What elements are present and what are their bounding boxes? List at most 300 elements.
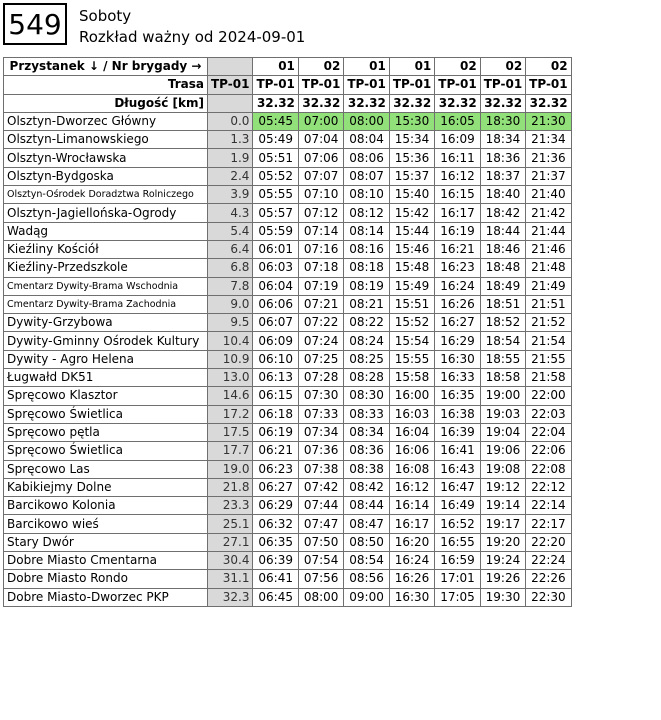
stop-distance: 6.8 — [208, 259, 253, 277]
departure-time: 22:14 — [526, 497, 571, 515]
departure-time: 16:24 — [435, 277, 480, 295]
departure-time: 16:12 — [389, 478, 434, 496]
departure-time: 15:34 — [389, 131, 434, 149]
departure-time: 16:49 — [435, 497, 480, 515]
departure-time: 16:26 — [435, 295, 480, 313]
departure-time: 22:03 — [526, 405, 571, 423]
stop-distance: 4.3 — [208, 204, 253, 222]
table-row — [4, 112, 572, 130]
stop-name: Spręcowo Las — [4, 460, 208, 478]
table-row — [4, 478, 572, 496]
table-row — [4, 350, 572, 368]
departure-time: 16:21 — [435, 240, 480, 258]
departure-time: 08:07 — [344, 167, 389, 185]
table-row — [4, 186, 572, 204]
table-row — [4, 295, 572, 313]
departure-time: 06:21 — [253, 442, 298, 460]
table-row — [4, 167, 572, 185]
departure-time: 07:34 — [298, 423, 343, 441]
stop-distance: 1.9 — [208, 149, 253, 167]
brigade-number: 01 — [344, 58, 389, 76]
stop-name: Dywity - Agro Helena — [4, 350, 208, 368]
departure-time: 07:21 — [298, 295, 343, 313]
stop-distance: 17.7 — [208, 442, 253, 460]
departure-time: 06:07 — [253, 314, 298, 332]
departure-time: 08:44 — [344, 497, 389, 515]
departure-time: 16:38 — [435, 405, 480, 423]
departure-time: 07:18 — [298, 259, 343, 277]
departure-time: 21:58 — [526, 369, 571, 387]
departure-time: 19:12 — [480, 478, 525, 496]
brigade-number: 02 — [298, 58, 343, 76]
table-row — [4, 423, 572, 441]
departure-time: 16:41 — [435, 442, 480, 460]
day-type: Soboty — [79, 7, 132, 25]
table-row — [4, 515, 572, 533]
table-row — [4, 332, 572, 350]
departure-time: 21:55 — [526, 350, 571, 368]
departure-time: 06:27 — [253, 478, 298, 496]
table-row — [4, 442, 572, 460]
departure-time: 08:16 — [344, 240, 389, 258]
route-code: TP-01 — [526, 76, 571, 94]
stop-name: Stary Dwór — [4, 533, 208, 551]
departure-time: 18:34 — [480, 131, 525, 149]
stop-name: Dobre Miasto Cmentarna — [4, 552, 208, 570]
departure-time: 16:19 — [435, 222, 480, 240]
departure-time: 21:54 — [526, 332, 571, 350]
departure-time: 08:06 — [344, 149, 389, 167]
departure-time: 08:12 — [344, 204, 389, 222]
departure-time: 07:54 — [298, 552, 343, 570]
departure-time: 16:55 — [435, 533, 480, 551]
table-row — [4, 460, 572, 478]
departure-time: 15:42 — [389, 204, 434, 222]
departure-time: 07:12 — [298, 204, 343, 222]
stop-distance: 3.9 — [208, 186, 253, 204]
departure-time: 06:19 — [253, 423, 298, 441]
departure-time: 06:23 — [253, 460, 298, 478]
departure-time: 08:21 — [344, 295, 389, 313]
departure-time: 07:25 — [298, 350, 343, 368]
route-length: 32.32 — [389, 94, 434, 112]
stop-name: Cmentarz Dywity-Brama Wschodnia — [4, 277, 208, 295]
stop-distance: 10.4 — [208, 332, 253, 350]
departure-time: 07:22 — [298, 314, 343, 332]
timetable-body — [4, 58, 572, 607]
departure-time: 07:44 — [298, 497, 343, 515]
table-row — [4, 149, 572, 167]
stop-distance: 10.9 — [208, 350, 253, 368]
departure-time: 15:54 — [389, 332, 434, 350]
departure-time: 21:34 — [526, 131, 571, 149]
departure-time: 22:30 — [526, 588, 571, 606]
departure-time: 18:49 — [480, 277, 525, 295]
departure-time: 16:59 — [435, 552, 480, 570]
route-label: Trasa — [4, 76, 208, 94]
departure-time: 18:42 — [480, 204, 525, 222]
departure-time: 16:15 — [435, 186, 480, 204]
departure-time: 21:49 — [526, 277, 571, 295]
departure-time: 06:04 — [253, 277, 298, 295]
departure-time: 22:20 — [526, 533, 571, 551]
departure-time: 21:44 — [526, 222, 571, 240]
departure-time: 07:14 — [298, 222, 343, 240]
departure-time: 19:04 — [480, 423, 525, 441]
departure-time: 22:26 — [526, 570, 571, 588]
departure-time: 08:10 — [344, 186, 389, 204]
departure-time: 19:20 — [480, 533, 525, 551]
departure-time: 07:56 — [298, 570, 343, 588]
departure-time: 05:55 — [253, 186, 298, 204]
departure-time: 08:30 — [344, 387, 389, 405]
stop-name: Olsztyn-Wrocławska — [4, 149, 208, 167]
departure-time: 06:15 — [253, 387, 298, 405]
stop-distance: 13.0 — [208, 369, 253, 387]
departure-time: 07:28 — [298, 369, 343, 387]
departure-time: 21:42 — [526, 204, 571, 222]
departure-time: 21:52 — [526, 314, 571, 332]
departure-time: 15:37 — [389, 167, 434, 185]
route-length: 32.32 — [435, 94, 480, 112]
route-length: 32.32 — [344, 94, 389, 112]
stop-distance: 32.3 — [208, 588, 253, 606]
departure-time: 07:07 — [298, 167, 343, 185]
stop-distance: 21.8 — [208, 478, 253, 496]
departure-time: 18:54 — [480, 332, 525, 350]
table-row — [4, 588, 572, 606]
route-row — [4, 76, 572, 94]
departure-time: 16:00 — [389, 387, 434, 405]
departure-time: 18:55 — [480, 350, 525, 368]
departure-time: 07:10 — [298, 186, 343, 204]
departure-time: 15:36 — [389, 149, 434, 167]
departure-time: 06:09 — [253, 332, 298, 350]
departure-time: 18:36 — [480, 149, 525, 167]
table-row — [4, 222, 572, 240]
departure-time: 07:38 — [298, 460, 343, 478]
table-row — [4, 259, 572, 277]
departure-time: 21:48 — [526, 259, 571, 277]
departure-time: 18:48 — [480, 259, 525, 277]
stop-distance: 6.4 — [208, 240, 253, 258]
departure-time: 15:48 — [389, 259, 434, 277]
table-row — [4, 405, 572, 423]
departure-time: 16:52 — [435, 515, 480, 533]
table-row — [4, 240, 572, 258]
stop-distance: 2.4 — [208, 167, 253, 185]
departure-time: 07:04 — [298, 131, 343, 149]
departure-time: 08:28 — [344, 369, 389, 387]
departure-time: 08:14 — [344, 222, 389, 240]
departure-time: 16:11 — [435, 149, 480, 167]
departure-time: 15:40 — [389, 186, 434, 204]
departure-time: 06:39 — [253, 552, 298, 570]
departure-time: 16:29 — [435, 332, 480, 350]
head-label: Przystanek ↓ / Nr brygady → — [4, 58, 208, 76]
stop-name: Spręcowo pętla — [4, 423, 208, 441]
route-code: TP-01 — [253, 76, 298, 94]
stop-name: Dobre Miasto Rondo — [4, 570, 208, 588]
departure-time: 15:58 — [389, 369, 434, 387]
route-length: 32.32 — [298, 94, 343, 112]
departure-time: 18:51 — [480, 295, 525, 313]
departure-time: 21:46 — [526, 240, 571, 258]
departure-time: 22:17 — [526, 515, 571, 533]
departure-time: 22:06 — [526, 442, 571, 460]
departure-time: 05:57 — [253, 204, 298, 222]
length-row — [4, 94, 572, 112]
departure-time: 08:50 — [344, 533, 389, 551]
route-length: 32.32 — [526, 94, 571, 112]
brigade-number: 02 — [526, 58, 571, 76]
stop-distance: 19.0 — [208, 460, 253, 478]
stop-name: Spręcowo Świetlica — [4, 405, 208, 423]
departure-time: 08:42 — [344, 478, 389, 496]
departure-time: 16:26 — [389, 570, 434, 588]
stop-name: Wadąg — [4, 222, 208, 240]
table-row — [4, 131, 572, 149]
departure-time: 08:47 — [344, 515, 389, 533]
departure-time: 18:46 — [480, 240, 525, 258]
departure-time: 08:18 — [344, 259, 389, 277]
departure-time: 06:45 — [253, 588, 298, 606]
stop-name: Dywity-Grzybowa — [4, 314, 208, 332]
departure-time: 16:35 — [435, 387, 480, 405]
departure-time: 17:05 — [435, 588, 480, 606]
departure-time: 05:52 — [253, 167, 298, 185]
departure-time: 05:49 — [253, 131, 298, 149]
stop-distance: 9.5 — [208, 314, 253, 332]
departure-time: 05:51 — [253, 149, 298, 167]
stop-name: Dobre Miasto-Dworzec PKP — [4, 588, 208, 606]
brigade-number: 02 — [480, 58, 525, 76]
stop-distance: 14.6 — [208, 387, 253, 405]
route-code: TP-01 — [344, 76, 389, 94]
departure-time: 21:40 — [526, 186, 571, 204]
departure-time: 16:23 — [435, 259, 480, 277]
departure-time: 16:17 — [435, 204, 480, 222]
table-row — [4, 552, 572, 570]
stop-distance: 23.3 — [208, 497, 253, 515]
stop-name: Kieźliny-Przedszkole — [4, 259, 208, 277]
departure-time: 08:38 — [344, 460, 389, 478]
table-row — [4, 369, 572, 387]
departure-time: 08:34 — [344, 423, 389, 441]
departure-time: 16:43 — [435, 460, 480, 478]
departure-time: 22:08 — [526, 460, 571, 478]
departure-time: 18:30 — [480, 112, 525, 130]
departure-time: 05:45 — [253, 112, 298, 130]
stop-distance: 9.0 — [208, 295, 253, 313]
table-row — [4, 570, 572, 588]
departure-time: 16:03 — [389, 405, 434, 423]
departure-time: 08:36 — [344, 442, 389, 460]
departure-time: 07:50 — [298, 533, 343, 551]
departure-time: 18:52 — [480, 314, 525, 332]
departure-time: 15:30 — [389, 112, 434, 130]
timetable — [3, 57, 572, 607]
departure-time: 16:05 — [435, 112, 480, 130]
departure-time: 08:19 — [344, 277, 389, 295]
departure-time: 19:24 — [480, 552, 525, 570]
departure-time: 06:18 — [253, 405, 298, 423]
stop-name: Spręcowo Klasztor — [4, 387, 208, 405]
departure-time: 16:12 — [435, 167, 480, 185]
departure-time: 06:35 — [253, 533, 298, 551]
departure-time: 16:27 — [435, 314, 480, 332]
departure-time: 07:00 — [298, 112, 343, 130]
departure-time: 22:12 — [526, 478, 571, 496]
stop-name: Barcikowo wieś — [4, 515, 208, 533]
departure-time: 15:51 — [389, 295, 434, 313]
departure-time: 07:30 — [298, 387, 343, 405]
departure-time: 07:16 — [298, 240, 343, 258]
departure-time: 16:04 — [389, 423, 434, 441]
departure-time: 08:24 — [344, 332, 389, 350]
stop-distance: 31.1 — [208, 570, 253, 588]
departure-time: 19:06 — [480, 442, 525, 460]
departure-time: 07:42 — [298, 478, 343, 496]
departure-time: 21:51 — [526, 295, 571, 313]
departure-time: 06:32 — [253, 515, 298, 533]
brigade-number: 01 — [389, 58, 434, 76]
stop-name: Olsztyn-Bydgoska — [4, 167, 208, 185]
route-number: 549 — [3, 3, 67, 45]
stop-name: Olsztyn-Ośrodek Doradztwa Rolniczego — [4, 186, 208, 204]
stop-name: Kabikiejmy Dolne — [4, 478, 208, 496]
departure-time: 15:44 — [389, 222, 434, 240]
departure-time: 08:00 — [344, 112, 389, 130]
stop-name: Ługwałd DK51 — [4, 369, 208, 387]
departure-time: 19:03 — [480, 405, 525, 423]
departure-time: 06:10 — [253, 350, 298, 368]
departure-time: 18:44 — [480, 222, 525, 240]
departure-time: 16:30 — [389, 588, 434, 606]
departure-time: 22:24 — [526, 552, 571, 570]
departure-time: 17:01 — [435, 570, 480, 588]
route-dist-code: TP-01 — [208, 76, 253, 94]
length-blank — [208, 94, 253, 112]
departure-time: 07:06 — [298, 149, 343, 167]
departure-time: 19:14 — [480, 497, 525, 515]
departure-time: 07:24 — [298, 332, 343, 350]
stop-name: Olsztyn-Jagiellońska-Ogrody — [4, 204, 208, 222]
departure-time: 18:58 — [480, 369, 525, 387]
stop-distance: 1.3 — [208, 131, 253, 149]
stop-name: Olsztyn-Dworzec Główny — [4, 112, 208, 130]
departure-time: 08:33 — [344, 405, 389, 423]
table-row — [4, 204, 572, 222]
departure-time: 06:06 — [253, 295, 298, 313]
departure-time: 16:24 — [389, 552, 434, 570]
table-row — [4, 497, 572, 515]
departure-time: 16:47 — [435, 478, 480, 496]
length-label: Długość [km] — [4, 94, 208, 112]
departure-time: 15:52 — [389, 314, 434, 332]
stop-name: Spręcowo Świetlica — [4, 442, 208, 460]
departure-time: 16:20 — [389, 533, 434, 551]
departure-time: 15:46 — [389, 240, 434, 258]
departure-time: 16:33 — [435, 369, 480, 387]
departure-time: 15:49 — [389, 277, 434, 295]
departure-time: 16:14 — [389, 497, 434, 515]
departure-time: 06:03 — [253, 259, 298, 277]
stop-name: Kieźliny Kościół — [4, 240, 208, 258]
head-blank — [208, 58, 253, 76]
departure-time: 21:30 — [526, 112, 571, 130]
departure-time: 18:37 — [480, 167, 525, 185]
departure-time: 08:00 — [298, 588, 343, 606]
departure-time: 16:09 — [435, 131, 480, 149]
departure-time: 08:54 — [344, 552, 389, 570]
departure-time: 06:29 — [253, 497, 298, 515]
stop-distance: 30.4 — [208, 552, 253, 570]
departure-time: 07:19 — [298, 277, 343, 295]
stop-distance: 25.1 — [208, 515, 253, 533]
route-code: TP-01 — [435, 76, 480, 94]
departure-time: 08:56 — [344, 570, 389, 588]
route-code: TP-01 — [298, 76, 343, 94]
departure-time: 06:41 — [253, 570, 298, 588]
table-row — [4, 387, 572, 405]
departure-time: 19:26 — [480, 570, 525, 588]
stop-distance: 17.2 — [208, 405, 253, 423]
departure-time: 07:47 — [298, 515, 343, 533]
departure-time: 16:30 — [435, 350, 480, 368]
valid-from: Rozkład ważny od 2024-09-01 — [79, 28, 306, 46]
brigade-row — [4, 58, 572, 76]
departure-time: 06:01 — [253, 240, 298, 258]
departure-time: 16:39 — [435, 423, 480, 441]
departure-time: 19:00 — [480, 387, 525, 405]
departure-time: 19:08 — [480, 460, 525, 478]
departure-time: 22:04 — [526, 423, 571, 441]
table-row — [4, 314, 572, 332]
brigade-number: 02 — [435, 58, 480, 76]
departure-time: 19:30 — [480, 588, 525, 606]
departure-time: 16:17 — [389, 515, 434, 533]
departure-time: 08:22 — [344, 314, 389, 332]
brigade-number: 01 — [253, 58, 298, 76]
table-row — [4, 277, 572, 295]
route-length: 32.32 — [253, 94, 298, 112]
departure-time: 16:08 — [389, 460, 434, 478]
stop-distance: 17.5 — [208, 423, 253, 441]
departure-time: 19:17 — [480, 515, 525, 533]
stop-distance: 0.0 — [208, 112, 253, 130]
stop-name: Dywity-Gminny Ośrodek Kultury — [4, 332, 208, 350]
route-code: TP-01 — [389, 76, 434, 94]
stop-name: Cmentarz Dywity-Brama Zachodnia — [4, 295, 208, 313]
stop-distance: 27.1 — [208, 533, 253, 551]
departure-time: 15:55 — [389, 350, 434, 368]
departure-time: 06:13 — [253, 369, 298, 387]
departure-time: 07:33 — [298, 405, 343, 423]
stop-distance: 5.4 — [208, 222, 253, 240]
departure-time: 05:59 — [253, 222, 298, 240]
route-length: 32.32 — [480, 94, 525, 112]
departure-time: 16:06 — [389, 442, 434, 460]
route-code: TP-01 — [480, 76, 525, 94]
departure-time: 21:36 — [526, 149, 571, 167]
departure-time: 09:00 — [344, 588, 389, 606]
table-row — [4, 533, 572, 551]
departure-time: 07:36 — [298, 442, 343, 460]
departure-time: 08:25 — [344, 350, 389, 368]
stop-name: Olsztyn-Limanowskiego — [4, 131, 208, 149]
stop-name: Barcikowo Kolonia — [4, 497, 208, 515]
